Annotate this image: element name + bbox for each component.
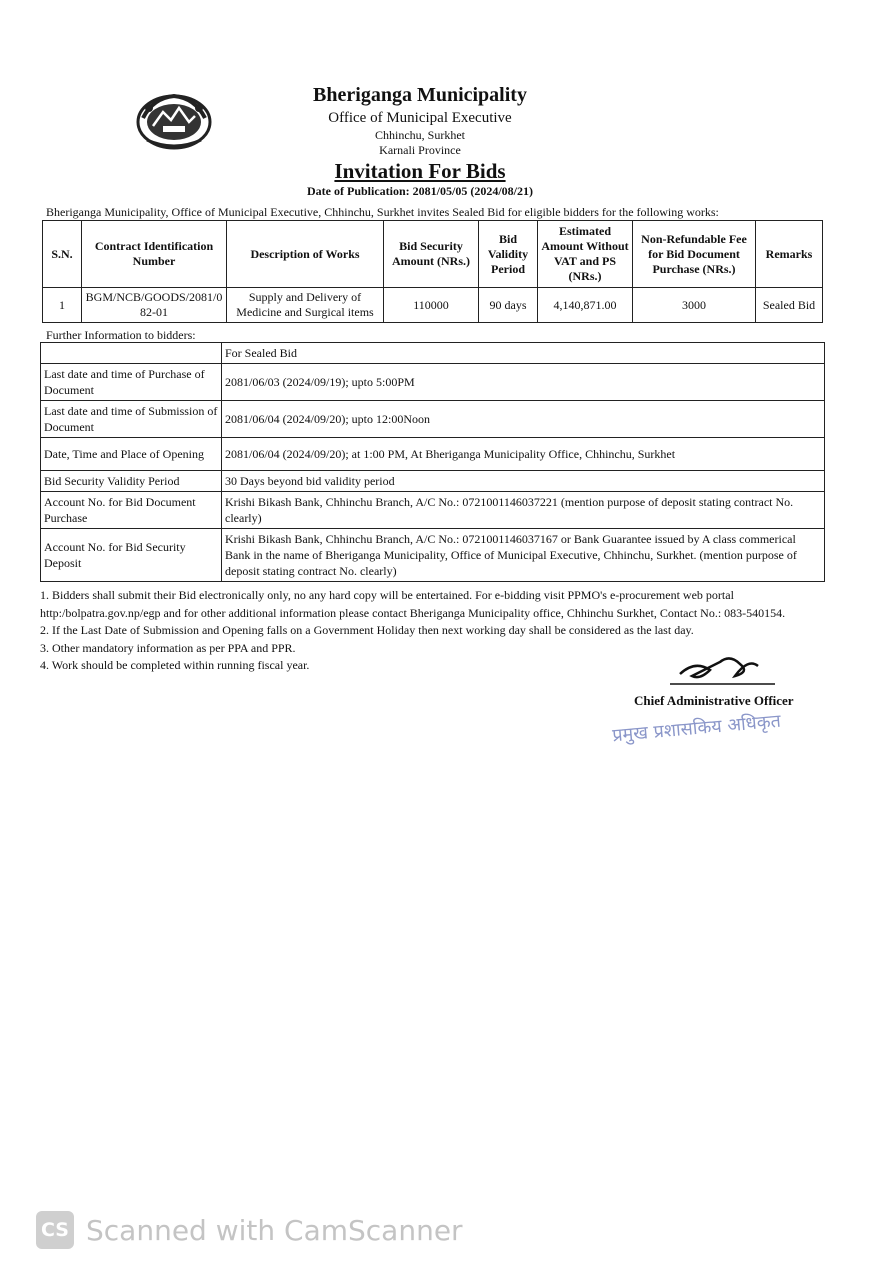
table-row [41,529,825,582]
info-label: Account No. for Bid Document Purchase [41,492,222,529]
info-value: 2081/06/03 (2024/09/19); upto 5:00PM [222,364,825,401]
header-estimated-amount: Estimated Amount Without VAT and PS (NRs.) [538,221,633,288]
info-label-empty [41,343,222,364]
further-info-label: Further Information to bidders: [46,328,196,342]
info-value: 30 Days beyond bid validity period [222,471,825,492]
info-header-value: For Sealed Bid [222,343,825,364]
watermark-text: Scanned with CamScanner [86,1213,463,1247]
header-remarks: Remarks [756,221,823,288]
bid-table [42,220,823,323]
header-description: Description of Works [227,221,384,288]
table-row [41,438,825,471]
info-value: Krishi Bikash Bank, Chhinchu Branch, A/C No.: 0721001146037167 or Bank Guarantee issued by A class commerical Bank in the name of Bheriganga Municipality, Office of Municipal Executive, Chhinchu, Surkhet. (mention purpose of deposit stating contract No. clearly) [222,529,825,582]
header-contract-id: Contract Identification Number [82,221,227,288]
table-row [43,288,823,323]
info-value: 2081/06/04 (2024/09/20); at 1:00 PM, At Bheriganga Municipality Office, Chhinchu, Surkhet [222,438,825,471]
table-row [41,401,825,438]
cell-remarks: Sealed Bid [756,288,823,323]
camscanner-logo-icon: CS [36,1211,74,1249]
cell-contract-id: BGM/NCB/GOODS/2081/0 82-01 [82,288,227,323]
table-row [41,492,825,529]
official-stamp: प्रमुख प्रशासकिय अधिकृत [611,710,782,747]
camscanner-watermark [36,1208,463,1252]
publication-date: Date of Publication: 2081/05/05 (2024/08/21) [307,184,533,198]
header-fee: Non-Refundable Fee for Bid Document Purchase (NRs.) [633,221,756,288]
cell-estimated-amount: 4,140,871.00 [538,288,633,323]
info-label: Last date and time of Purchase of Document [41,364,222,401]
municipality-emblem-icon [133,88,215,152]
note-item: 1. Bidders shall submit their Bid electronically only, no any hard copy will be entertained. For e-bidding visit PPMO's e-procurement web portal http:/bolpatra.gov.np/egp and for other additional information please contact Bheriganga Municipality office, Chhinchu Surkhet, Contact No.: 083-540154. [40,588,786,620]
info-label: Bid Security Validity Period [41,471,222,492]
table-row [41,364,825,401]
office-name: Office of Municipal Executive [328,110,512,126]
cell-description: Supply and Delivery of Medicine and Surgical items [227,288,384,323]
signatory-title: Chief Administrative Officer [634,693,794,708]
cell-validity: 90 days [479,288,538,323]
cell-sn: 1 [43,288,82,323]
info-value: Krishi Bikash Bank, Chhinchu Branch, A/C No.: 0721001146037221 (mention purpose of deposit stating contract No. clearly) [222,492,825,529]
location: Chhinchu, Surkhet [375,128,465,142]
letterhead [250,82,590,198]
header-bid-security: Bid Security Amount (NRs.) [384,221,479,288]
document-title: Invitation For Bids [334,159,506,183]
info-label: Date, Time and Place of Opening [41,438,222,471]
table-row [41,471,825,492]
header-validity: Bid Validity Period [479,221,538,288]
cell-fee: 3000 [633,288,756,323]
info-label: Account No. for Bid Security Deposit [41,529,222,582]
province: Karnali Province [379,143,461,157]
info-label: Last date and time of Submission of Document [41,401,222,438]
note-item: 3. Other mandatory information as per PPA and PPR. [40,640,296,655]
note-item: 4. Work should be completed within running fiscal year. [40,658,310,672]
cell-bid-security: 110000 [384,288,479,323]
org-name: Bheriganga Municipality [313,84,527,106]
bid-table-header-row [43,221,823,288]
note-item: 2. If the Last Date of Submission and Opening falls on a Government Holiday then next working day shall be considered as the last day. [40,623,694,637]
intro-text: Bheriganga Municipality, Office of Municipal Executive, Chhinchu, Surkhet invites Sealed Bid for eligible bidders for the following works: [46,205,719,219]
table-row [41,343,825,364]
header-sn: S.N. [43,221,82,288]
info-value: 2081/06/04 (2024/09/20); upto 12:00Noon [222,401,825,438]
further-info-table [40,342,825,582]
